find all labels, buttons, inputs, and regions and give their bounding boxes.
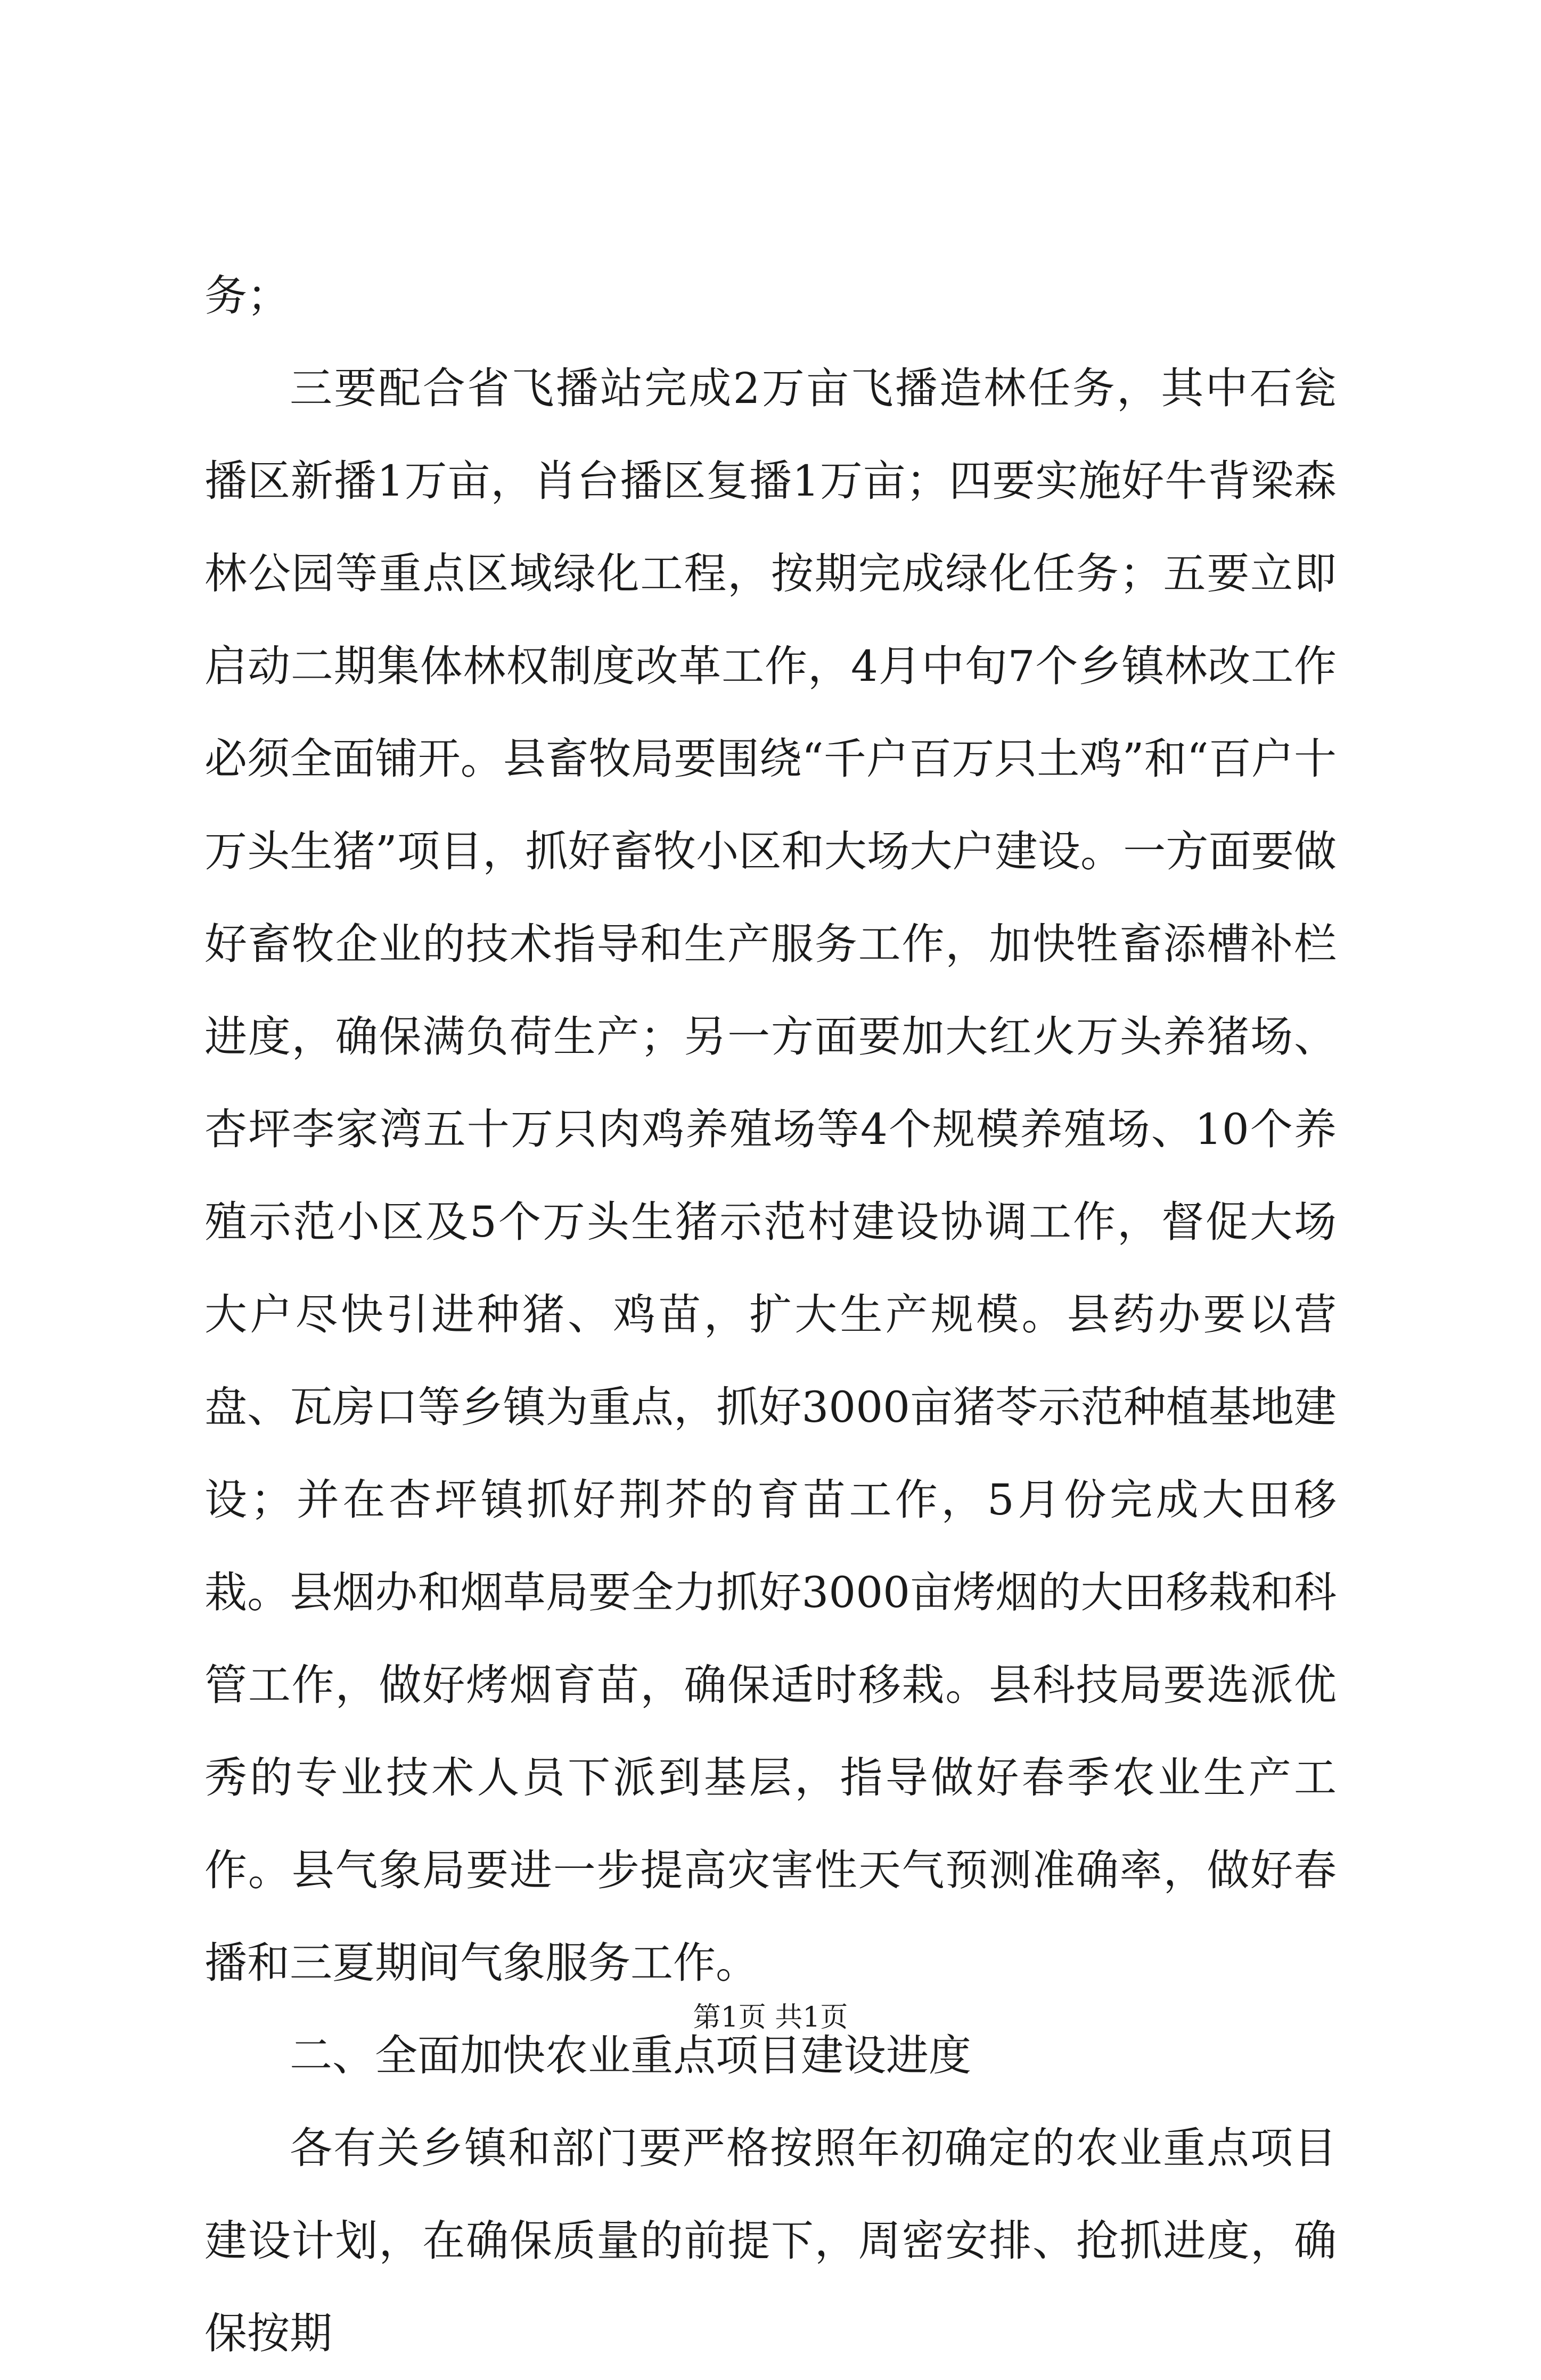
paragraph-3: 各有关乡镇和部门要严格按照年初确定的农业重点项目建设计划，在确保质量的前提下，周密安排、抢抓进度，确保按期 [204,2123,1337,2358]
paragraph-1: 务； [204,271,290,320]
section-heading: 二、全面加快农业重点项目建设进度 [290,2031,971,2080]
document-body [204,250,1337,2380]
page-footer: 第1页 共1页 [693,2002,848,2033]
paragraph-2: 三要配合省飞播站完成2万亩飞播造林任务，其中石瓮播区新播1万亩，肖台播区复播1万亩；四要实施好牛背梁森林公园等重点区域绿化工程，按期完成绿化任务；五要立即启动二期集体林权制度改革工作，4月中旬7个乡镇林改工作必须全面铺开。县畜牧局要围绕“千户百万只土鸡”和“百户十万头生猪”项目，抓好畜牧小区和大场大户建设。一方面要做好畜牧企业的技术指导和生产服务工作，加快牲畜添槽补栏进度，确保满负荷生产；另一方面要加大红火万头养猪场、杏坪李家湾五十万只肉鸡养殖场等4个规模养殖场、10个养殖示范小区及5个万头生猪示范村建设协调工作，督促大场大户尽快引进种猪、鸡苗，扩大生产规模。县药办要以营盘、瓦房口等乡镇为重点，抓好3000亩猪苓示范种植基地建设；并在杏坪镇抓好荆芥的育苗工作，5月份完成大田移栽。县烟办和烟草局要全力抓好3000亩烤烟的大田移栽和科管工作，做好烤烟育苗，确保适时移栽。县科技局要选派优秀的专业技术人员下派到基层，指导做好春季农业生产工作。县气象局要进一步提高灾害性天气预测准确率，做好春播和三夏期间气象服务工作。 [204,364,1337,1988]
